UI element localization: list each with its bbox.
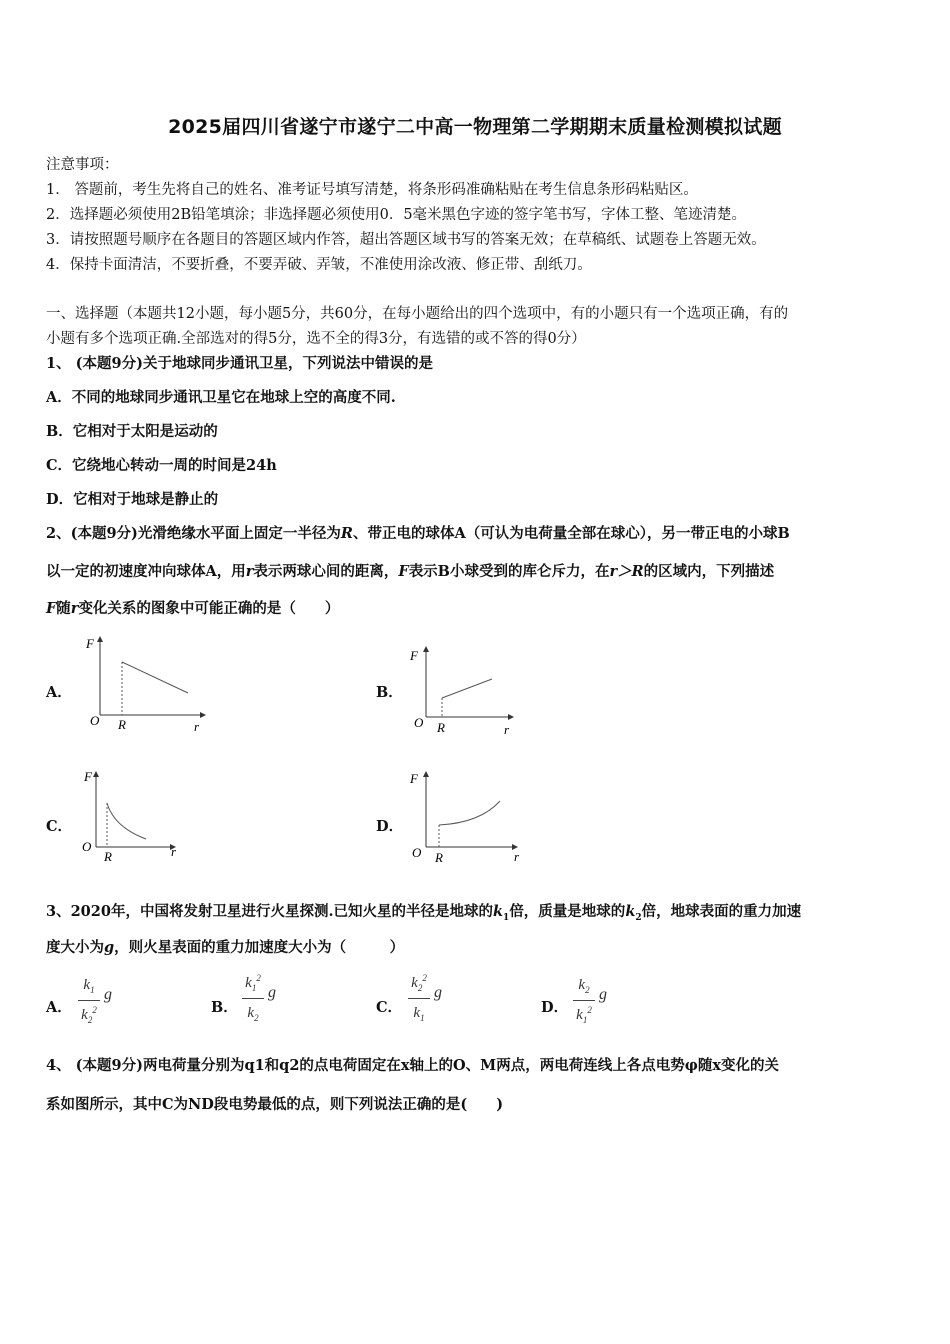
q1-option-b: B．它相对于太阳是运动的	[46, 423, 218, 440]
notice-item: 2．选择题必须使用2B铅笔填涂；非选择题必须使用0．5毫米黑色字迹的签字笔书写，字体工整、笔迹清楚。	[46, 207, 747, 223]
q2-option-c-label: C．	[46, 818, 73, 835]
axis-label-f: F	[84, 769, 92, 784]
q3-option-a-label: A．	[46, 999, 72, 1016]
q1-option-a: A．不同的地球同步通讯卫星它在地球上空的高度不同.	[46, 389, 396, 406]
graph-a	[80, 630, 210, 740]
origin-label: O	[412, 845, 422, 860]
graph-b	[400, 640, 530, 745]
notice-item: 4．保持卡面清洁，不要折叠，不要弄破、弄皱，不准使用涂改液、修正带、刮纸刀。	[46, 257, 592, 273]
origin-label: O	[82, 839, 92, 854]
q2-option-a-label: A．	[46, 684, 72, 701]
origin-label: O	[90, 713, 100, 728]
axis-label-f: F	[410, 771, 418, 786]
notice-heading: 注意事项：	[46, 157, 119, 173]
axis-label-f: F	[410, 648, 418, 663]
axis-label-r: r	[504, 722, 510, 737]
q1-stem: 1、 (本题9分)关于地球同步通讯卫星，下列说法中错误的是	[46, 355, 433, 372]
q1-option-d: D．它相对于地球是静止的	[46, 491, 219, 508]
q2-option-b-label: B．	[376, 684, 403, 701]
q1-option-c: C．它绕地心转动一周的时间是24h	[46, 457, 277, 474]
q3-option-a-fraction: $k_1$ $k_2^2$ g	[78, 972, 100, 1029]
axis-label-r: r	[514, 849, 520, 864]
q3-option-b-label: B．	[211, 999, 238, 1016]
axis-label-r: r	[171, 844, 177, 859]
tick-label-r: R	[437, 720, 445, 735]
axis-label-f: F	[86, 636, 94, 651]
q3-option-d-fraction: $k_2$ $k_1^2$ g	[573, 972, 595, 1029]
q3-stem-line2: 度大小为g，则火星表面的重力加速度大小为（ ）	[46, 939, 405, 956]
q2-stem-line2: 以一定的初速度冲向球体A，用r表示两球心间的距离，F表示B小球受到的库仑斥力，在r＞R的区域内，下列描述	[46, 563, 775, 580]
q2-stem-line3: F随r变化关系的图象中可能正确的是（ ）	[46, 600, 340, 617]
graph-d	[400, 765, 530, 870]
graph-c	[78, 765, 188, 870]
q2-stem-line1: 2、(本题9分)光滑绝缘水平面上固定一半径为R、带正电的球体A（可认为电荷量全部在球心），另一带正电的小球B	[46, 525, 790, 542]
q4-stem-line1: 4、 (本题9分)两电荷量分别为q1和q2的点电荷固定在x轴上的O、M两点，两电荷连线上各点电势φ随x变化的关	[46, 1057, 779, 1074]
q4-stem-line2: 系如图所示，其中C为ND段电势最低的点，则下列说法正确的是( )	[46, 1096, 504, 1113]
section-heading-line1: 一、选择题（本题共12小题，每小题5分，共60分，在每小题给出的四个选项中，有的小题只有一个选项正确，有的	[46, 306, 789, 322]
page-title: 2025届四川省遂宁市遂宁二中高一物理第二学期期末质量检测模拟试题	[168, 116, 782, 138]
q3-option-c-fraction: $k_2^2$ $k_1$ g	[408, 970, 430, 1027]
q3-option-c-label: C．	[376, 999, 403, 1016]
tick-label-r: R	[104, 849, 112, 864]
section-heading-line2: 小题有多个选项正确.全部选对的得5分，选不全的得3分，有选错的或不答的得0分）	[46, 331, 586, 347]
notice-item: 1． 答题前，考生先将自己的姓名、准考证号填写清楚，将条形码准确粘贴在考生信息条形码粘贴区。	[46, 182, 698, 198]
q3-option-d-label: D．	[541, 999, 569, 1016]
q3-stem-line1: 3、2020年，中国将发射卫星进行火星探测.已知火星的半径是地球的$k_1$倍，质量是地球的$k_2$倍，地球表面的重力加速	[46, 903, 802, 923]
q2-option-d-label: D．	[376, 818, 404, 835]
notice-item: 3．请按照题号顺序在各题目的答题区域内作答，超出答题区域书写的答案无效；在草稿纸、试题卷上答题无效。	[46, 232, 766, 248]
q3-option-b-fraction: $k_1^2$ $k_2$ g	[242, 970, 264, 1027]
tick-label-r: R	[118, 717, 126, 732]
origin-label: O	[414, 715, 424, 730]
axis-label-r: r	[194, 719, 200, 734]
tick-label-r: R	[435, 850, 443, 865]
